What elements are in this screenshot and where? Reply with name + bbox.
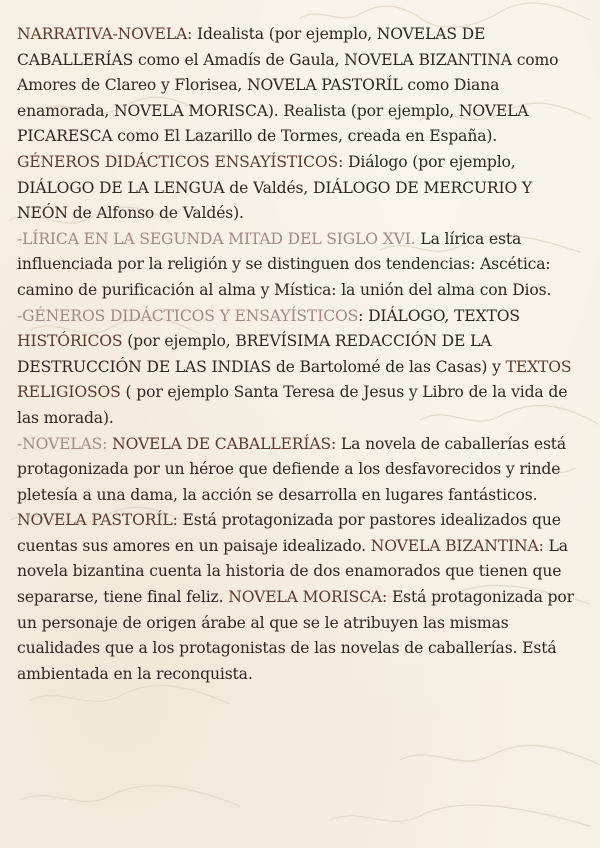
heading-novela-pastoril: NOVELA PASTORÍL: <box>17 511 178 530</box>
heading-novela-caballerias: NOVELA DE CABALLERÍAS: <box>107 434 337 453</box>
heading-novelas: -NOVELAS: <box>17 434 108 453</box>
heading-novela-morisca: NOVELA MORISCA: <box>223 588 388 607</box>
heading-lirica: -LÍRICA EN LA SEGUNDA MITAD DEL SIGLO XVI. <box>17 229 416 248</box>
text-segment: Está protagonizada por un personaje de origen árabe al que se le atribuyen las mismas cualidades que a los protagonistas de las novelas de caballerías. Está ambientada en la reconquista. <box>17 588 574 683</box>
paragraph-novelas <box>17 432 583 688</box>
text-segment: Diálogo (por ejemplo, DIÁLOGO DE LA LENGUA de Valdés, DIÁLOGO DE MERCURIO Y NEÓN de Alfonso de Valdés). <box>17 152 533 223</box>
paragraph-narrativa <box>17 22 583 227</box>
paragraph-lirica <box>17 227 583 304</box>
heading-historicos: HISTÓRICOS <box>17 332 123 351</box>
document-body <box>17 22 583 687</box>
text-segment: La lírica esta influenciada por la religión y se distinguen dos tendencias: Ascética: camino de purificación al alma y Mística: la unión del alma con Dios. <box>17 229 552 299</box>
heading-narrativa-novela: NARRATIVA-NOVELA: <box>17 25 193 43</box>
text-segment: (por ejemplo, BREVÍSIMA REDACCIÓN DE LA DESTRUCCIÓN DE LAS INDIAS de Bartolomé de las Casas) y <box>17 332 501 376</box>
text-segment: : DIÁLOGO, TEXTOS <box>358 306 520 325</box>
text-segment: Idealista (por ejemplo, NOVELAS DE CABALLERÍAS como el Amadís de Gaula, NOVELA BIZANTINA como Amores de Clareo y Florisea, NOVELA PASTORÍL como Diana enamorada, NOVELA MORISCA). Realista (por ejemplo, NOVELA PICARESCA como El Lazarillo de Tormes, creada en España). <box>17 25 559 146</box>
heading-textos-religiosos: TEXTOS RELIGIOSOS <box>17 357 572 402</box>
text-segment: La novela de caballerías está protagonizada por un héroe que defiende a los desfavorecidos y rinde pletesía a una dama, la acción se desarrolla en lugares fantásticos. <box>17 434 567 504</box>
text-segment: La novela bizantina cuenta la historia de dos enamorados que tienen que separarse, tiene final feliz. <box>17 536 568 607</box>
paragraph-generos <box>17 304 583 432</box>
heading-novela-bizantina: NOVELA BIZANTINA: <box>365 536 544 555</box>
text-segment: ( por ejemplo Santa Teresa de Jesus y Libro de la vida de las morada). <box>17 383 568 427</box>
heading-generos-ensayisticos: -GÉNEROS DIDÁCTICOS Y ENSAYÍSTICOS <box>17 306 359 325</box>
text-segment: Está protagonizada por pastores idealizados que cuentas sus amores en un paisaje idealizado. <box>17 511 561 555</box>
heading-generos-didacticos: GÉNEROS DIDÁCTICOS ENSAYÍSTICOS: <box>17 152 344 171</box>
